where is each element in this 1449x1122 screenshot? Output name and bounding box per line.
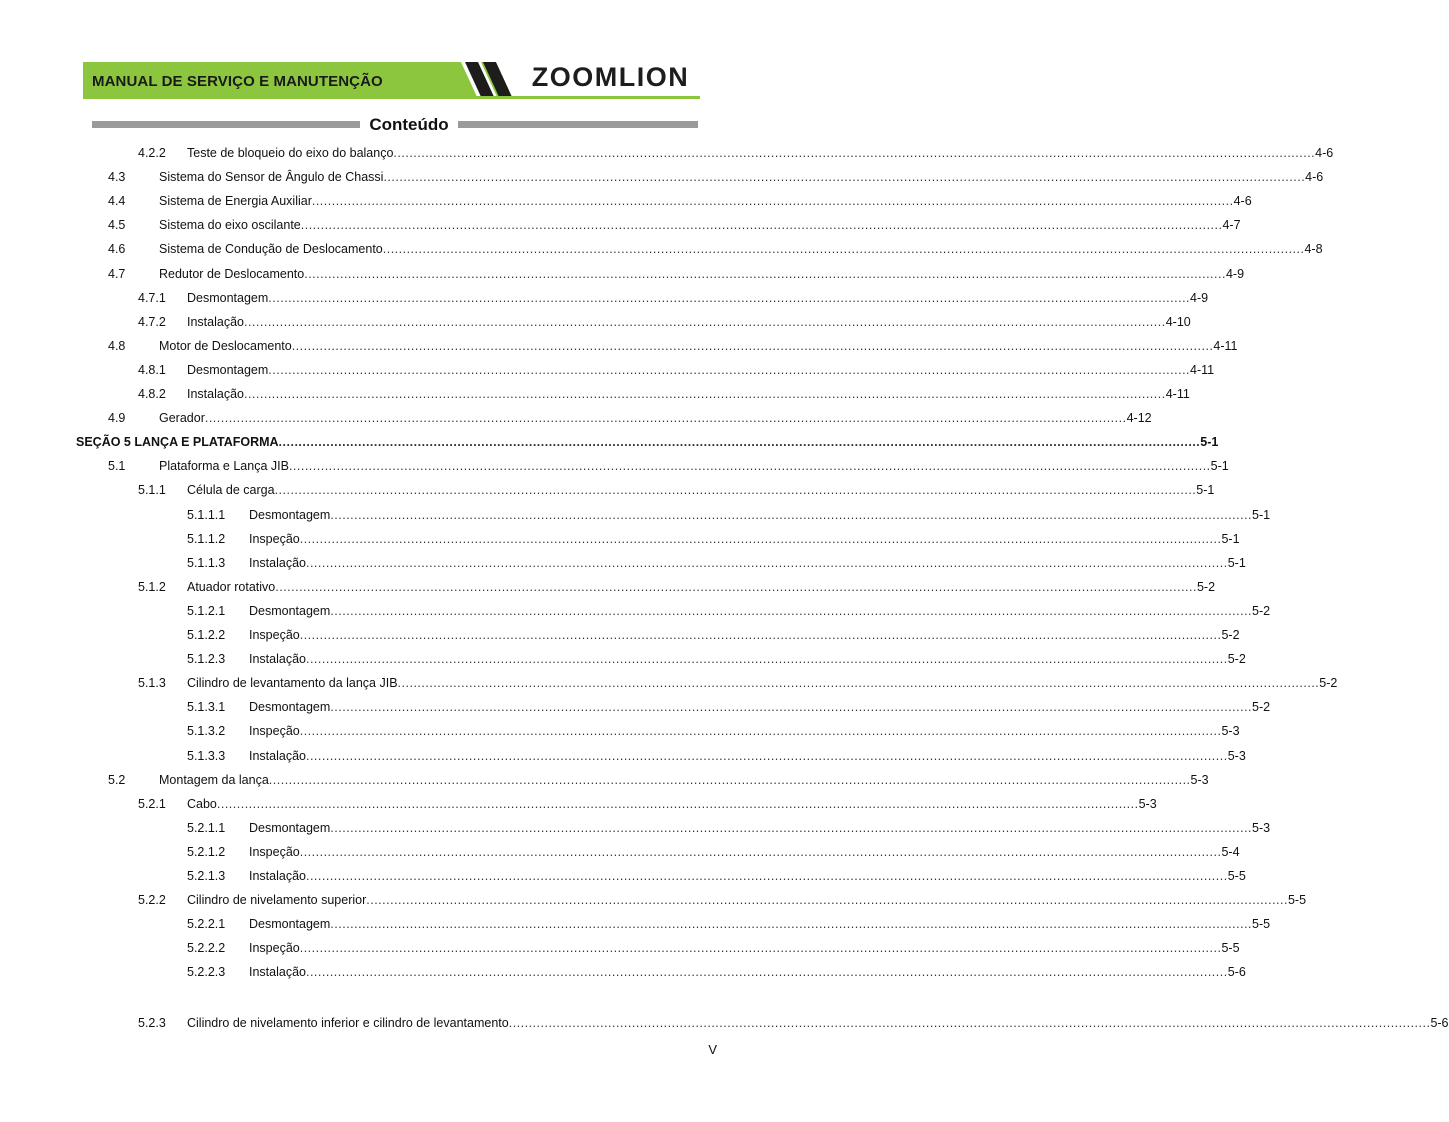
toc-entry[interactable] [0, 819, 1271, 837]
toc-entry[interactable] [0, 795, 1157, 813]
toc-entry-number: 5.2.2.3 [187, 965, 226, 980]
dot-leader: ........................................................................................................................................................................................................................................ [288, 459, 1211, 474]
toc-entry-title: Motor de Deslocamento [159, 338, 292, 353]
heading-rule-right [458, 121, 698, 128]
toc-entry-number: 5.2.1.1 [187, 820, 226, 835]
dot-leader: ........................................................................................................................................................................................................................................ [397, 676, 1320, 691]
toc-entry-title: Desmontagem [249, 507, 331, 522]
dot-leader: ........................................................................................................................................................................................................................................ [299, 628, 1222, 642]
toc-entry-page: 4-11 [1190, 362, 1215, 377]
toc-entry-page: 4-6 [1315, 146, 1334, 160]
toc-entry-number: 5.1.2.2 [187, 628, 226, 642]
toc-entry-page: 5-1 [1227, 555, 1246, 570]
toc-entry[interactable] [0, 481, 1215, 499]
toc-entry-title: Inspeção [249, 724, 300, 739]
toc-entry-number: 4.8 [108, 338, 126, 353]
toc-entry-page: 5-5 [1287, 893, 1307, 908]
toc-entry-title: Desmontagem [249, 820, 331, 835]
toc-entry-title: Cabo [187, 796, 217, 811]
toc-entry-title: Instalação [249, 965, 306, 980]
toc-entry-number: 5.2 [108, 772, 126, 787]
toc-entry-title: Desmontagem [187, 290, 269, 305]
toc-entry-page: 5-1 [1200, 435, 1219, 450]
dot-leader: ........................................................................................................................................................................................................................................ [274, 483, 1197, 498]
toc-entry-title: Atuador rotativo [187, 579, 276, 594]
toc-entry-number: 5.1.1.2 [187, 531, 226, 546]
toc-entry[interactable] [0, 891, 1307, 909]
toc-entry[interactable] [0, 409, 1152, 427]
toc-entry-number: 5.2.2 [138, 893, 166, 908]
toc-entry[interactable] [0, 674, 1338, 692]
dot-leader: ........................................................................................................................................................................................................................................ [268, 290, 1191, 305]
dot-leader: ........................................................................................................................................................................................................................................ [299, 844, 1222, 859]
toc-entry-page: 5-3 [1138, 796, 1157, 811]
toc-entry-page: 5-4 [1221, 844, 1240, 859]
toc-entry-number: 4.4 [108, 194, 126, 209]
dot-leader: ........................................................................................................................................................................................................................................ [330, 507, 1253, 522]
toc-entry[interactable] [0, 240, 1323, 258]
toc-entry-number: 5.1.2.3 [187, 652, 226, 667]
toc-entry-title: Inspeção [249, 941, 300, 956]
toc-entry[interactable] [0, 1014, 1449, 1032]
toc-entry[interactable] [0, 385, 1190, 403]
dot-leader: ........................................................................................................................................................................................................................................ [268, 362, 1191, 377]
dot-leader: ........................................................................................................................................................................................................................................ [268, 772, 1191, 787]
heading-rule-left [92, 121, 360, 128]
toc-entry-title: Gerador [159, 411, 205, 426]
toc-entry-number: 5.1.3.1 [187, 700, 226, 715]
toc-entry[interactable] [0, 506, 1271, 524]
toc-entry-number: 5.1.3.3 [187, 748, 226, 763]
toc-entry-number: 4.8.1 [138, 362, 166, 377]
toc-entry-number: 5.2.3 [138, 1016, 166, 1030]
toc-entry-title: Desmontagem [249, 917, 331, 932]
toc-entry-number: 5.1.1.1 [187, 507, 226, 522]
toc-entry[interactable] [0, 963, 1246, 981]
dot-leader: ........................................................................................................................................................................................................................................ [278, 435, 1201, 450]
contents-heading: Conteúdo [369, 115, 449, 134]
toc-entry[interactable] [0, 602, 1271, 620]
dot-leader: ........................................................................................................................................................................................................................................ [383, 170, 1306, 185]
page-header [83, 62, 700, 100]
dot-leader: ........................................................................................................................................................................................................................................ [305, 965, 1228, 980]
dot-leader: ........................................................................................................................................................................................................................................ [393, 146, 1316, 160]
dot-leader: ........................................................................................................................................................................................................................................ [508, 1016, 1431, 1030]
toc-entry[interactable] [0, 337, 1238, 355]
toc-entry-page: 5-2 [1221, 628, 1240, 642]
toc-entry-title: Plataforma e Lança JIB [159, 459, 289, 474]
toc-entry-number: 5.2.1 [138, 796, 166, 811]
toc-entry-title: Instalação [249, 869, 306, 883]
dot-leader: ........................................................................................................................................................................................................................................ [304, 266, 1226, 281]
toc-entry[interactable] [0, 313, 1191, 331]
dot-leader: ........................................................................................................................................................................................................................................ [366, 893, 1288, 908]
toc-entry-number: 4.9 [108, 411, 126, 426]
toc-entry-number: 5.2.1.2 [187, 844, 226, 859]
toc-entry[interactable] [0, 650, 1246, 668]
toc-entry-page: 5-2 [1196, 579, 1216, 594]
toc-entry-title: Instalação [249, 652, 306, 667]
toc-entry-title: Desmontagem [249, 603, 331, 618]
toc-entry-number: 4.2.2 [138, 146, 166, 160]
toc-entry-title: Sistema de Energia Auxiliar [159, 194, 312, 209]
toc-entry-number: 5.1.1.3 [187, 555, 226, 570]
toc-entry-title: Instalação [187, 387, 244, 401]
dot-leader: ........................................................................................................................................................................................................................................ [299, 941, 1222, 956]
toc-entry[interactable] [0, 915, 1271, 933]
dot-leader: ........................................................................................................................................................................................................................................ [204, 411, 1127, 426]
toc-entry-number: 5.1.3 [138, 676, 166, 691]
manual-title: MANUAL DE SERVIÇO E MANUTENÇÃO [92, 73, 383, 90]
toc-entry-number: 5.2.1.3 [187, 869, 226, 883]
toc-entry-page: 5-5 [1227, 869, 1246, 883]
toc-entry-page: 5-6 [1430, 1016, 1449, 1030]
toc-entry-title: Redutor de Deslocamento [159, 266, 305, 281]
toc-entry-page: 4-9 [1190, 290, 1209, 305]
toc-entry-page: 4-6 [1233, 194, 1252, 209]
toc-entry-page: 5-1 [1252, 507, 1271, 522]
dot-leader: ........................................................................................................................................................................................................................................ [243, 387, 1166, 401]
toc-entry[interactable] [0, 939, 1240, 957]
toc-entry-number: 5.1.2 [138, 579, 166, 594]
page-number: V [708, 1042, 717, 1057]
toc-entry[interactable] [0, 867, 1246, 885]
toc-entry-number: 4.7 [108, 266, 126, 281]
toc-entry-page: 4-11 [1213, 338, 1238, 353]
dot-leader: ........................................................................................................................................................................................................................................ [305, 555, 1228, 570]
dot-leader: ........................................................................................................................................................................................................................................ [216, 796, 1139, 811]
dot-leader: ........................................................................................................................................................................................................................................ [243, 314, 1166, 329]
toc-entry-number: 4.5 [108, 218, 126, 233]
toc-entry[interactable] [0, 626, 1240, 644]
dot-leader: ........................................................................................................................................................................................................................................ [330, 917, 1253, 932]
toc-entry-page: 5-5 [1252, 917, 1271, 932]
toc-entry[interactable] [0, 722, 1240, 740]
toc-entry-title: Instalação [249, 748, 306, 763]
toc-entry-page: 5-2 [1252, 700, 1271, 715]
toc-entry-number: 4.6 [108, 242, 126, 257]
toc-entry[interactable] [0, 361, 1215, 379]
zoomlion-logo: ZOOMLION [531, 62, 690, 92]
toc-entry-number: 4.8.2 [138, 387, 166, 401]
dot-leader: ........................................................................................................................................................................................................................................ [291, 338, 1214, 353]
toc-entry-page: 4-8 [1304, 242, 1323, 257]
toc-entry-number: 5.1.2.1 [187, 603, 226, 618]
dot-leader: ........................................................................................................................................................................................................................................ [330, 700, 1253, 715]
toc-entry-page: 4-7 [1222, 218, 1241, 233]
toc-entry-title: Montagem da lança [159, 772, 269, 787]
toc-entry[interactable] [0, 168, 1324, 186]
toc-entry-page: 4-11 [1165, 387, 1190, 401]
toc-entry-title: Sistema do eixo oscilante [159, 218, 301, 233]
toc-entry-title: Cilindro de nivelamento superior [187, 893, 367, 908]
toc-entry-title: Desmontagem [187, 362, 269, 377]
toc-entry-title: Inspeção [249, 844, 300, 859]
toc-entry-number: 5.2.2.1 [187, 917, 226, 932]
dot-leader: ........................................................................................................................................................................................................................................ [300, 218, 1223, 233]
toc-entry-page: 5-2 [1319, 676, 1338, 691]
toc-entry[interactable] [0, 433, 1219, 451]
toc-entry-page: 5-3 [1190, 772, 1209, 787]
toc-entry-title: Teste de bloqueio do eixo do balanço [187, 146, 394, 160]
toc-entry-page: 5-2 [1227, 652, 1246, 667]
toc-entry-page: 5-1 [1221, 531, 1240, 546]
dot-leader: ........................................................................................................................................................................................................................................ [382, 242, 1305, 257]
dot-leader: ........................................................................................................................................................................................................................................ [330, 820, 1253, 835]
toc-entry-page: 5-2 [1252, 603, 1271, 618]
toc-entry-title: Cilindro de levantamento da lança JIB [187, 676, 398, 691]
toc-entry-page: 4-6 [1305, 170, 1324, 185]
toc-entry-page: 5-3 [1227, 748, 1246, 763]
toc-entry-number: 5.1.3.2 [187, 724, 226, 739]
toc-entry-title: Inspeção [249, 531, 300, 546]
dot-leader: ........................................................................................................................................................................................................................................ [299, 531, 1222, 546]
toc-entry-page: 5-6 [1227, 965, 1246, 980]
dot-leader: ........................................................................................................................................................................................................................................ [299, 724, 1222, 739]
toc-entry[interactable] [0, 457, 1229, 475]
toc-entry-page: 5-3 [1221, 724, 1240, 739]
dot-leader: ........................................................................................................................................................................................................................................ [311, 194, 1234, 209]
toc-entry-title: Célula de carga [187, 483, 275, 498]
dot-leader: ........................................................................................................................................................................................................................................ [305, 869, 1228, 883]
toc-entry[interactable] [0, 578, 1216, 596]
toc-entry[interactable] [0, 144, 1334, 162]
dot-leader: ........................................................................................................................................................................................................................................ [305, 748, 1228, 763]
toc-entry[interactable] [0, 698, 1271, 716]
toc-entry-title: Cilindro de nivelamento inferior e cilindro de levantamento [187, 1016, 509, 1030]
toc-entry-number: 5.1.1 [138, 483, 166, 498]
toc-entry[interactable] [0, 289, 1209, 307]
header-underline [83, 96, 700, 99]
dot-leader: ........................................................................................................................................................................................................................................ [275, 579, 1197, 594]
toc-entry[interactable] [0, 192, 1252, 210]
brand-stripes-graphic [461, 62, 531, 99]
toc-entry[interactable] [0, 265, 1245, 283]
toc-entry[interactable] [0, 216, 1241, 234]
dot-leader: ........................................................................................................................................................................................................................................ [305, 652, 1228, 667]
toc-entry-title: Sistema de Condução de Deslocamento [159, 242, 383, 257]
toc-entry-number: 5.2.2.2 [187, 941, 226, 956]
toc-entry-page: 5-3 [1252, 820, 1271, 835]
dot-leader: ........................................................................................................................................................................................................................................ [330, 603, 1253, 618]
toc-entry-number: 5.1 [108, 459, 126, 474]
toc-entry[interactable] [0, 530, 1240, 548]
toc-entry-title: Inspeção [249, 628, 300, 642]
toc-entry-page: 4-9 [1225, 266, 1245, 281]
toc-entry-page: 4-12 [1126, 411, 1152, 426]
toc-entry-title: Instalação [249, 555, 306, 570]
toc-entry-page: 5-1 [1196, 483, 1215, 498]
toc-entry-page: 4-10 [1165, 314, 1191, 329]
toc-entry-title: Instalação [187, 314, 244, 329]
toc-entry[interactable] [0, 771, 1209, 789]
toc-entry-page: 5-5 [1221, 941, 1240, 956]
toc-entry-title: SEÇÃO 5 LANÇA E PLATAFORMA [76, 435, 279, 450]
toc-entry-number: 4.7.2 [138, 314, 166, 329]
toc-entry-page: 5-1 [1210, 459, 1229, 474]
toc-entry[interactable] [0, 843, 1240, 861]
toc-entry[interactable] [0, 747, 1246, 765]
toc-entry-title: Desmontagem [249, 700, 331, 715]
toc-entry[interactable] [0, 554, 1246, 572]
toc-entry-title: Sistema do Sensor de Ângulo de Chassi [159, 170, 384, 185]
toc-entry-number: 4.3 [108, 170, 126, 185]
toc-entry-number: 4.7.1 [138, 290, 166, 305]
